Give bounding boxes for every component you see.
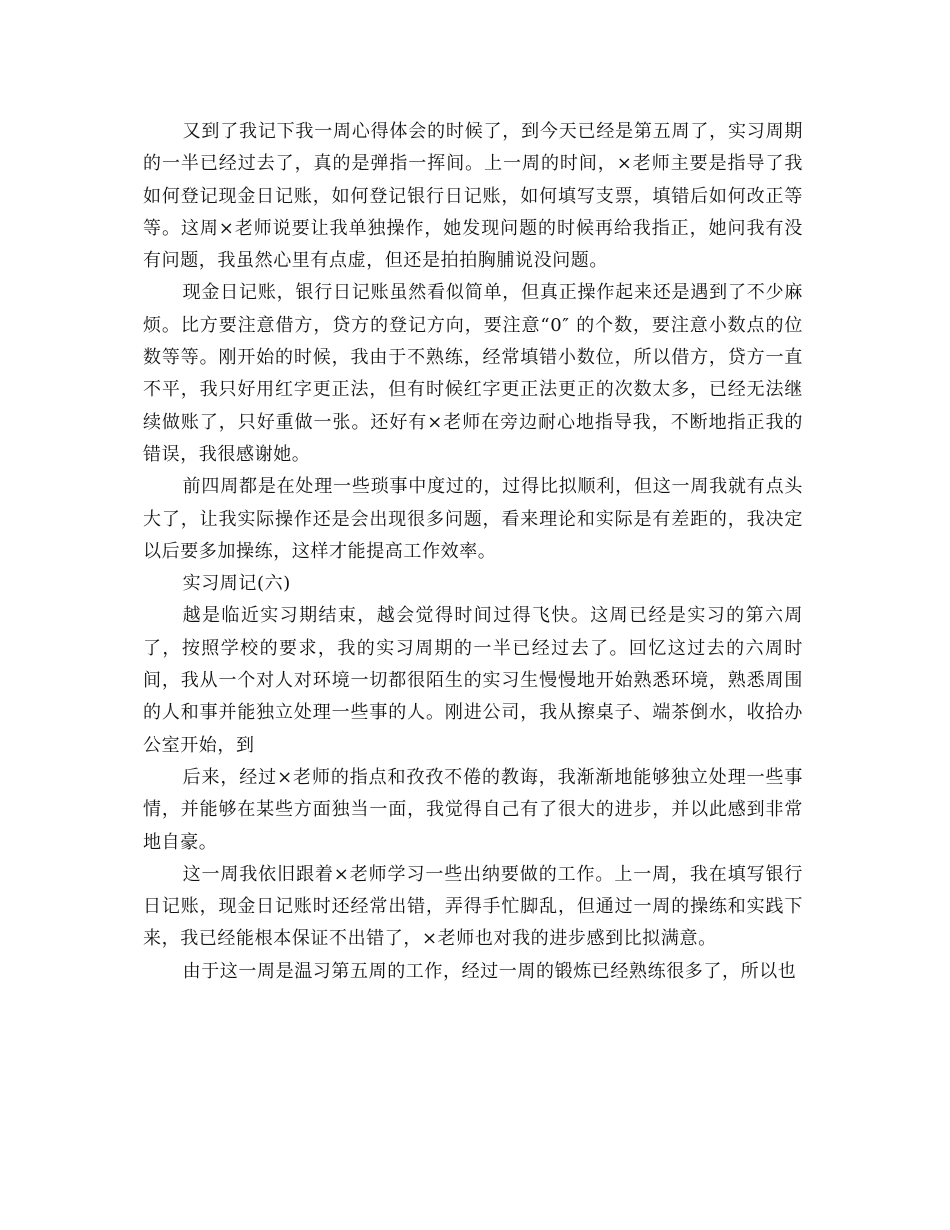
- section-heading-week6: 实习周记(六): [182, 573, 291, 595]
- paragraph-week5-summary: 前四周都是在处理一些琐事中度过的，过得比拟顺利，但这一周我就有点头大了，让我实际操作还是会出现很多问题，看来理论和实际是有差距的，我决定以后要多加操练，这样才能提高工作效率。: [143, 476, 803, 562]
- paragraph-review-week5: 由于这一周是温习第五周的工作，经过一周的锻炼已经熟练很多了，所以也: [182, 960, 797, 982]
- paragraph-progress: 后来，经过×老师的指点和孜孜不倦的教诲，我渐渐地能够独立处理一些事情，并能够在某些方面独当一面，我觉得自己有了很大的进步，并以此感到非常地自豪。: [143, 766, 803, 853]
- document-body: [143, 116, 803, 988]
- paragraph-cashier-work: 这一周我依旧跟着×老师学习一些出纳要做的工作。上一周，我在填写银行日记账，现金日记账时还经常出错，弄得手忙脚乱，但通过一周的操练和实践下来，我已经能根本保证不出错了，×老师也对我的进步感到比拟满意。: [143, 863, 803, 950]
- paragraph-ledger-difficulties: 现金日记账，银行日记账虽然看似简单，但真正操作起来还是遇到了不少麻烦。比方要注意借方，贷方的登记方向，要注意“0″ 的个数，要注意小数点的位数等等。刚开始的时候，我由于不熟练，经常填错小数位，所以借方，贷方一直不平，我只好用红字更正法，但有时候红字更正法更正的次数太多，已经无法继续做账了，只好重做一张。还好有×老师在旁边耐心地指导我，不断地指正我的错误，我很感谢她。: [143, 282, 803, 465]
- paragraph-week5-intro: 又到了我记下我一周心得体会的时候了，到今天已经是第五周了，实习周期的一半已经过去了，真的是弹指一挥间。上一周的时间，×老师主要是指导了我如何登记现金日记账，如何登记银行日记账，如何填写支票，填错后如何改正等等。这周×老师说要让我单独操作，她发现问题的时候再给我指正，她问我有没有问题，我虽然心里有点虚，但还是拍拍胸脯说没问题。: [143, 121, 803, 272]
- paragraph-week6-intro: 越是临近实习期结束，越会觉得时间过得飞快。这周已经是实习的第六周了，按照学校的要求，我的实习周期的一半已经过去了。回忆这过去的六周时间，我从一个对人对环境一切都很陌生的实习生慢慢地开始熟悉环境，熟悉周围的人和事并能独立处理一些事的人。刚进公司，我从擦桌子、端茶倒水，收拾办公室开始，到: [143, 605, 803, 756]
